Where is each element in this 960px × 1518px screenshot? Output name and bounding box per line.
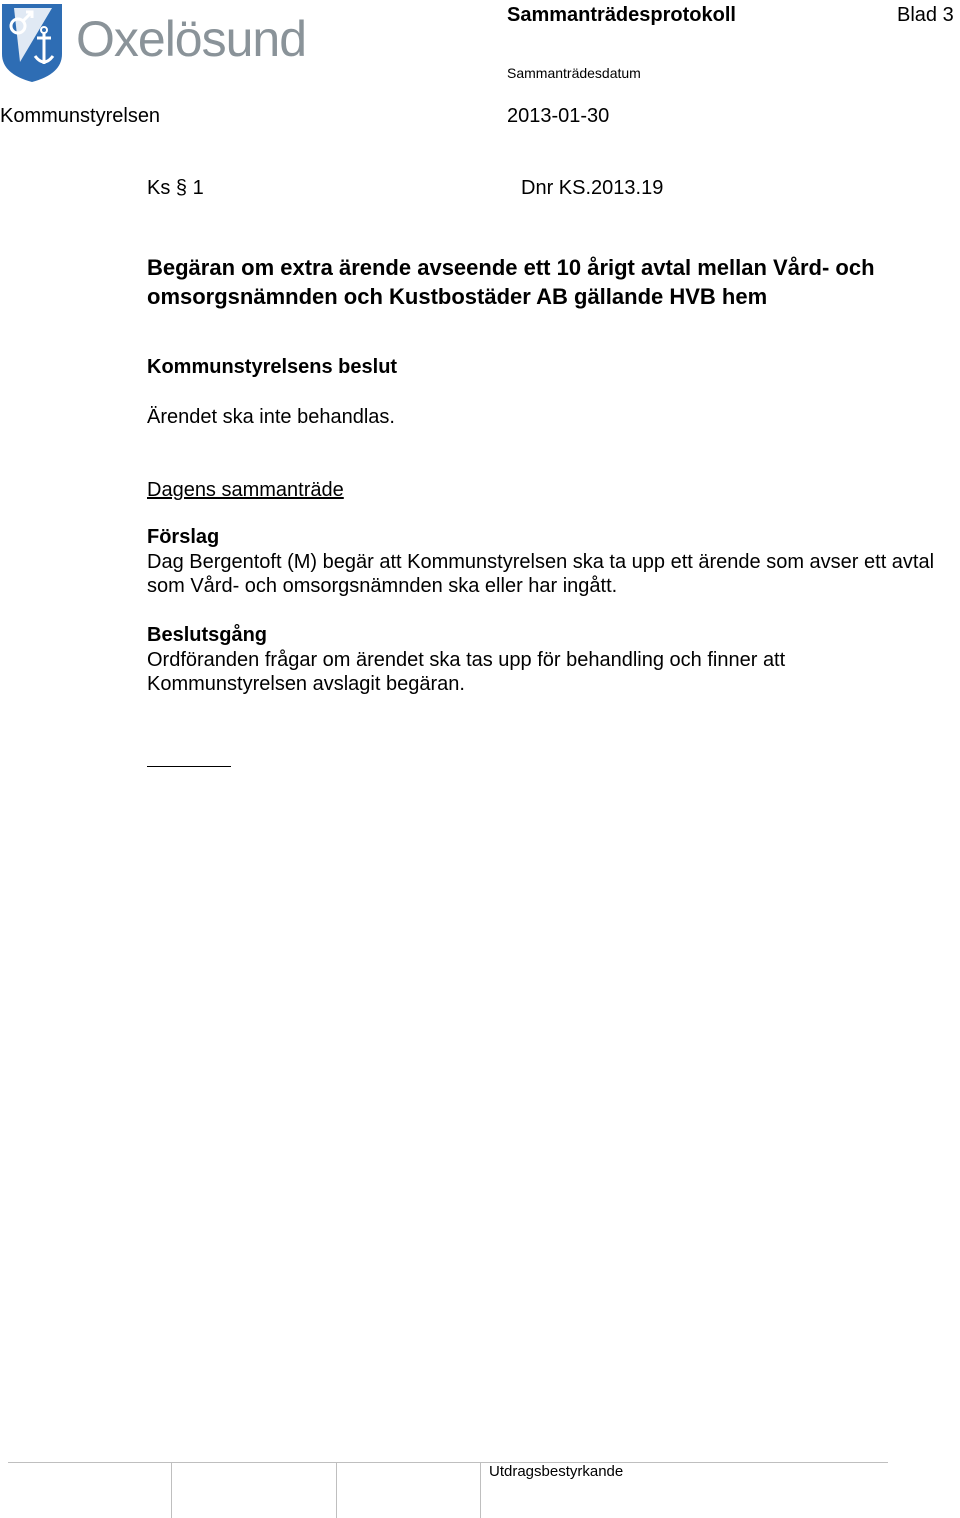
proposal-text: Dag Bergentoft (M) begär att Kommunstyrelsen ska ta upp ett ärende som avser ett avtal som Vård- och omsorgsnämnden ska eller har ingått. [147, 551, 935, 597]
item-title: Begäran om extra ärende avseende ett 10 årigt avtal mellan Vård- och omsorgsnämnden och Kustbostäder AB gällande HVB hem [147, 255, 875, 309]
diary-number: Dnr KS.2013.19 [521, 177, 664, 199]
committee-name: Kommunstyrelsen [0, 105, 161, 127]
footer-table-divider [480, 1462, 481, 1518]
procedure-heading: Beslutsgång [147, 624, 268, 646]
end-of-item-rule [147, 766, 231, 767]
logo-wordmark: Oxelösund [76, 11, 307, 67]
meeting-date-label: Sammanträdesdatum [507, 65, 641, 81]
procedure-text: Ordföranden frågar om ärendet ska tas upp för behandling och finner att Kommunstyrelsen avslagit begäran. [147, 649, 786, 695]
municipality-logo [0, 2, 345, 82]
meeting-date: 2013-01-30 [507, 105, 610, 127]
decision-heading: Kommunstyrelsens beslut [147, 356, 398, 378]
proposal-heading: Förslag [147, 526, 220, 548]
paragraph-number: Ks § 1 [147, 177, 204, 199]
sheet-number: Blad 3 [897, 4, 954, 26]
document-type: Sammanträdesprotokoll [507, 4, 736, 26]
meeting-heading: Dagens sammanträde [147, 479, 344, 501]
footer-table-divider [171, 1462, 172, 1518]
footer-table-divider [336, 1462, 337, 1518]
certification-label: Utdragsbestyrkande [489, 1463, 624, 1480]
decision-text: Ärendet ska inte behandlas. [147, 406, 395, 428]
footer-table-top-border [8, 1462, 888, 1463]
